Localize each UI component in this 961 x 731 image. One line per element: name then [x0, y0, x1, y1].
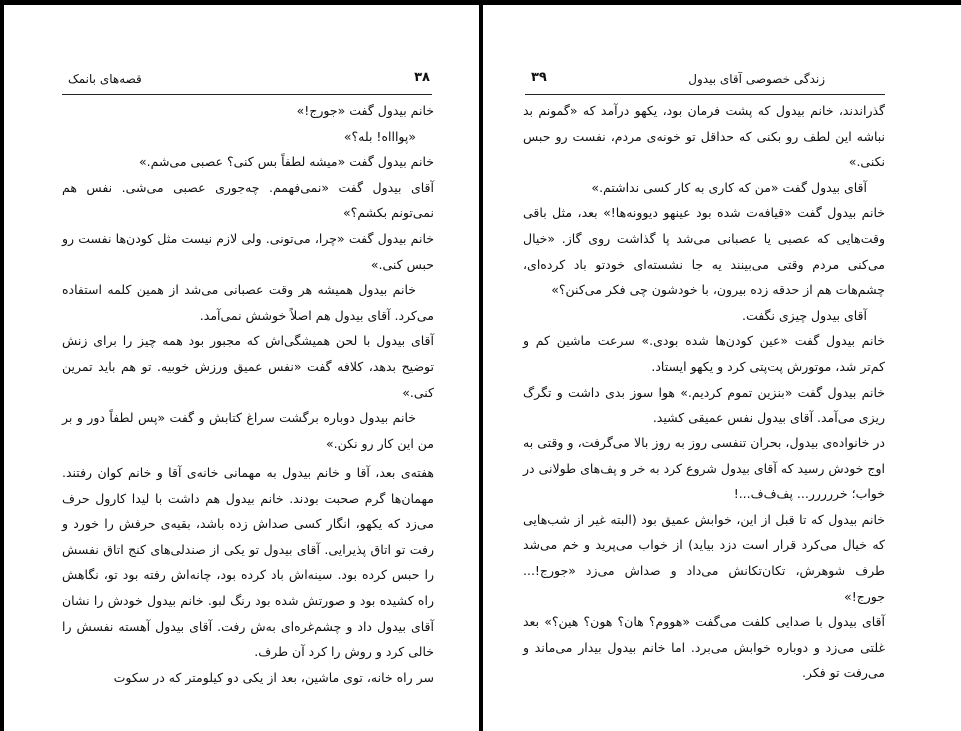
paragraph: آقای بیدول چیزی نگفت.: [741, 307, 867, 323]
left-running-title: قصه‌های بانمک: [68, 72, 142, 86]
paragraph: خانم بیدول گفت «چرا، می‌تونی. ولی لازم نیست مثل کودن‌ها نفست رو حبس کنی.»: [62, 230, 434, 272]
paragraph: «پواااه! بله؟»: [343, 128, 416, 144]
paragraph: خانم بیدول گفت «جورج!»: [296, 103, 434, 118]
left-page: [4, 0, 479, 731]
left-page-header: [62, 64, 432, 95]
left-page-number: ۳۸: [414, 70, 430, 85]
paragraph: خانم بیدول گفت «میشه لطفاً بس کنی؟ عصبی می‌شم.»: [139, 154, 434, 170]
paragraph: آقای بیدول با صدایی کلفت می‌گفت «هووم؟ هان؟ هون؟ هین؟» بعد غلتی می‌زد و دوباره خوابش می‌برد. اما خانم بیدول بیدار می‌ماند و می‌رفت تو فکر.: [523, 614, 885, 681]
paragraph: آقای بیدول با لحن همیشگی‌اش که مجبور بود همه چیز را برای زنش توضیح بدهد، کلافه گفت «نفس عمیق ورزش خوبیه. تو هم باید تمرین کنی.»: [62, 333, 434, 400]
paragraph: خانم بیدول دوباره برگشت سراغ کتابش و گفت «پس لطفاً دور و بر من این کار رو نکن.»: [62, 410, 434, 451]
paragraph: در خانواده‌ی بیدول، بحران تنفسی روز به روز بالا می‌گرفت، و وقتی به اوج خودش رسید که آقای بیدول شروع کرد به خر و پف‌های طولانی در خواب؛ خررررر... پف‌ف‌ف...!: [523, 435, 885, 502]
right-running-title: زندگی خصوصی آقای بیدول: [688, 72, 825, 86]
left-section-1: [62, 98, 434, 456]
paragraph: گذراندند، خانم بیدول که پشت فرمان بود، یکهو درآمد که «گمونم بد نباشه این لطف رو بکنی که حداقل تو خونه‌ی مردم، نفست رو حبس نکنی.»: [523, 103, 885, 170]
right-page-number: ۳۹: [531, 70, 547, 85]
paragraph: خانم بیدول گفت «بنزین تموم کردیم.» هوا سوز بدی داشت و تگرگ ریزی می‌آمد. آقای بیدول نفس عمیقی کشید.: [523, 384, 885, 426]
paragraph: خانم بیدول که تا قبل از این، خوابش عمیق بود (البته غیر از شب‌هایی که خیال می‌کرد قرار است دزد بیاید) از خواب می‌پرید و خم می‌شد طرف شوهرش، تکان‌تکانش می‌داد و صداش می‌زد «جورج!... جورج!»: [523, 511, 885, 604]
right-section-1: [523, 98, 885, 431]
paragraph: خانم بیدول گفت «قیافه‌ت شده بود عینهو دیوونه‌ها!» بعد، مثل باقی وقت‌هایی که عصبی یا عصبانی می‌شد پا گذاشت روی گاز. «خیال می‌کنی مردم وقتی می‌بینند یه جا نشسته‌ای خودتو باد کرده‌ای، چشم‌هات هم از حدقه زده بیرون، با خودشون چی فکر می‌کنن؟»: [523, 205, 885, 298]
paragraph: آقای بیدول گفت «نمی‌فهمم. چه‌جوری عصبی می‌شی. نفس هم نمی‌تونم بکشم؟»: [62, 179, 434, 221]
paragraph: خانم بیدول همیشه هر وقت عصبانی می‌شد از همین کلمه استفاده می‌کرد. آقای بیدول هم اصلاً خوشش نمی‌آمد.: [62, 282, 434, 323]
paragraph: آقای بیدول گفت «من که کاری به کار کسی نداشتم.»: [591, 179, 867, 195]
paragraph: خانم بیدول گفت «عین کودن‌ها شده بودی.» سرعت ماشین کم و کم‌تر شد، موتورش پت‌پتی کرد و یکهو ایستاد.: [523, 333, 885, 374]
right-section-2: [523, 430, 885, 686]
right-page: [483, 0, 961, 731]
left-section-2: [62, 460, 434, 690]
paragraph: سر راه خانه، توی ماشین، بعد از یکی دو کیلومتر که در سکوت: [113, 669, 434, 685]
right-page-header: [525, 64, 885, 95]
paragraph: هفته‌ی بعد، آقا و خانم بیدول به مهمانی خانه‌ی آقا و خانم کوان رفتند. مهمان‌ها گرم صحبت بودند. خانم بیدول هم داشت با لیدا کارول حرف می‌زد که یکهو، انگار کسی صداش زده باشد، بقیه‌ی حرفش را خورد و رفت تو اتاق پذیرایی. آقای بیدول تو یکی از صندلی‌های کنج اتاق نفسش را حبس کرده بود. سینه‌اش باد کرده بود، چانه‌اش رفته بود تو، نگاهش راه کشیده بود و صورتش شده بود رنگ لبو. خانم بیدول خودش را نشان آقای بیدول داد و چشم‌غره‌ای به‌ش رفت. آقای بیدول آهسته نفسش را خالی کرد و روش را کرد آن طرف.: [62, 465, 434, 660]
